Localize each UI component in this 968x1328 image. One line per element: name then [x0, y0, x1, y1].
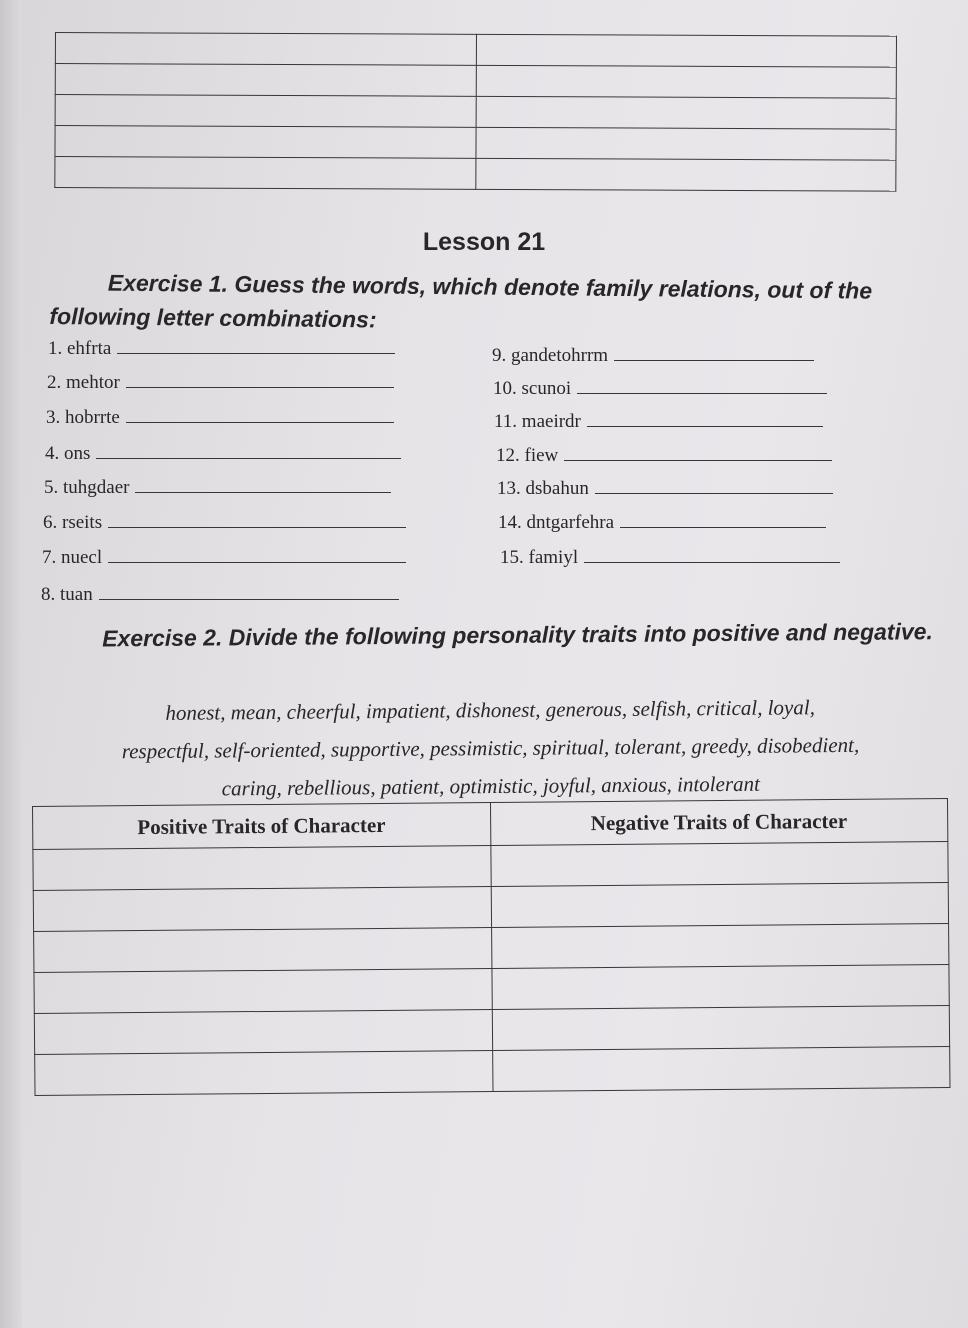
list-item — [494, 409, 823, 433]
table-row — [55, 95, 896, 130]
scrambled-word: 11. maeirdr — [494, 411, 581, 432]
answer-line[interactable] — [587, 409, 823, 427]
traits-list — [40, 687, 941, 809]
exercise2-heading: Exercise 2. Divide the following personality traits into positive and negative. — [102, 618, 933, 652]
scrambled-word: 14. dntgarfehra — [498, 512, 615, 533]
table-row — [35, 1047, 950, 1096]
table-row — [55, 33, 896, 68]
list-item — [492, 343, 814, 367]
table-cell[interactable] — [491, 883, 949, 928]
table-cell[interactable] — [33, 887, 491, 932]
answer-line[interactable] — [96, 441, 401, 459]
traits-line: honest, mean, cheerful, impatient, dishonest, generous, selfish, critical, loyal, — [165, 695, 816, 725]
answer-line[interactable] — [584, 545, 840, 563]
table-cell[interactable] — [34, 927, 492, 972]
list-item — [496, 443, 832, 467]
answer-line[interactable] — [135, 475, 391, 493]
scrambled-word: 13. dsbahun — [497, 478, 589, 499]
list-item — [42, 545, 406, 569]
answer-line[interactable] — [99, 582, 399, 600]
table-cell[interactable] — [35, 1050, 493, 1095]
scrambled-word: 12. fiew — [496, 445, 559, 466]
table-cell[interactable] — [34, 968, 492, 1013]
list-item — [498, 510, 826, 534]
traits-table — [32, 798, 950, 1096]
page-edge — [0, 0, 22, 1328]
list-item — [41, 582, 399, 606]
traits-line: caring, rebellious, patient, optimistic, joyful, anxious, intolerant — [221, 771, 761, 801]
table-cell[interactable] — [492, 1047, 950, 1092]
traits-line: respectful, self-oriented, supportive, pessimistic, spiritual, tolerant, greedy, disobedient, — [121, 732, 860, 764]
table-cell[interactable] — [491, 965, 949, 1010]
answer-line[interactable] — [108, 510, 406, 528]
answer-line[interactable] — [620, 510, 826, 528]
list-item — [497, 476, 833, 500]
positive-traits-header: Positive Traits of Character — [33, 803, 491, 850]
list-item — [44, 475, 391, 499]
table-cell[interactable] — [33, 846, 491, 891]
table-cell[interactable] — [34, 1009, 492, 1054]
lesson-title: Lesson 21 — [422, 228, 546, 256]
scrambled-word: 1. ehfrta — [48, 338, 112, 359]
table-cell[interactable] — [491, 924, 949, 969]
list-item — [500, 545, 840, 569]
answer-line[interactable] — [117, 336, 395, 354]
scrambled-word: 15. famiyl — [500, 547, 579, 568]
answer-line[interactable] — [595, 476, 833, 494]
list-item — [47, 370, 394, 394]
table-row — [55, 157, 896, 192]
exercise1-heading: Exercise 1. Guess the words, which denote family relations, out of the following letter combinations: — [49, 269, 873, 333]
previous-lesson-table — [54, 32, 897, 192]
answer-line[interactable] — [108, 545, 406, 563]
answer-line[interactable] — [126, 370, 394, 388]
scrambled-word: 9. gandetohrrm — [492, 345, 609, 366]
table-row — [55, 64, 896, 99]
scrambled-word: 6. rseits — [43, 512, 103, 533]
scrambled-word: 5. tuhgdaer — [44, 477, 130, 498]
table-cell[interactable] — [490, 842, 948, 887]
scrambled-word: 10. scunoi — [493, 378, 572, 399]
list-item — [493, 376, 827, 400]
answer-line[interactable] — [614, 343, 814, 361]
answer-line[interactable] — [577, 376, 827, 394]
list-item — [46, 405, 394, 429]
scrambled-word: 7. nuecl — [42, 547, 103, 568]
scrambled-word: 2. mehtor — [47, 372, 120, 393]
table-cell[interactable] — [492, 1006, 950, 1051]
answer-line[interactable] — [564, 443, 832, 461]
list-item — [43, 510, 406, 534]
list-item — [45, 441, 401, 465]
answer-line[interactable] — [126, 405, 394, 423]
scrambled-word: 4. ons — [45, 443, 91, 464]
negative-traits-header: Negative Traits of Character — [490, 799, 948, 846]
scrambled-word: 8. tuan — [41, 584, 93, 605]
table-row — [55, 126, 896, 161]
list-item — [48, 336, 395, 360]
scrambled-word: 3. hobrrte — [46, 407, 120, 428]
